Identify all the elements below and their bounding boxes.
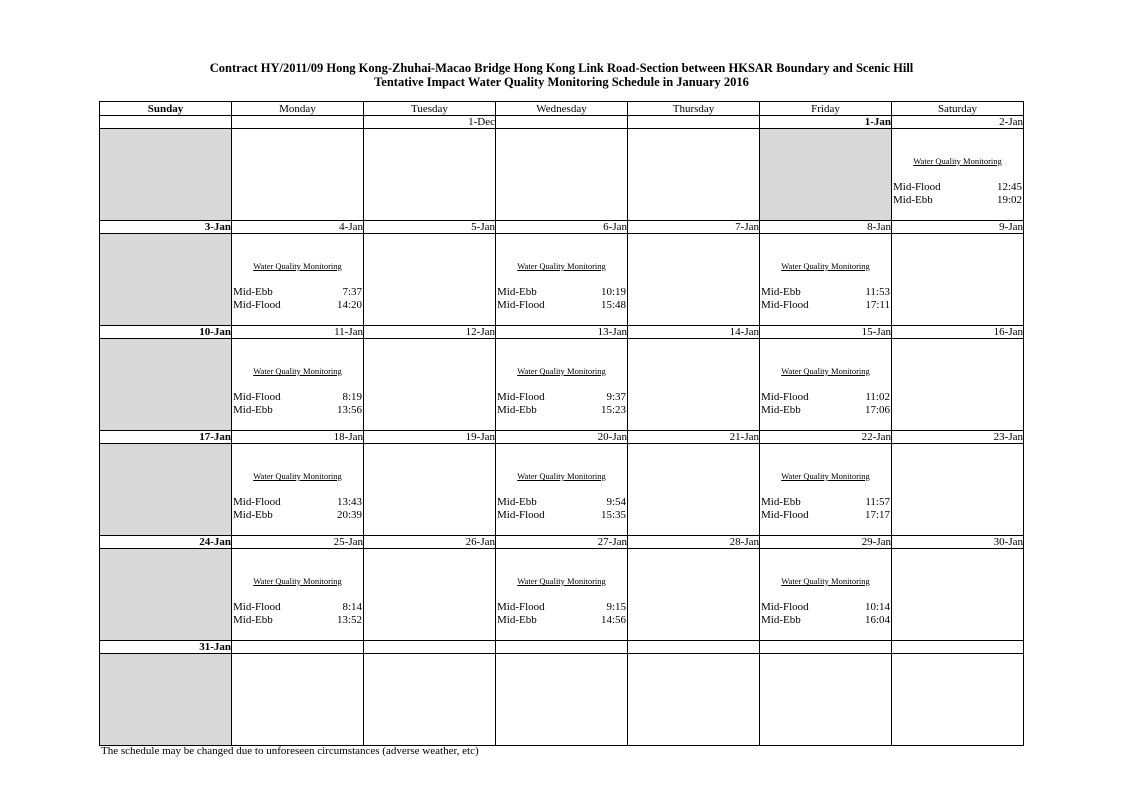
date-label	[628, 641, 760, 654]
date-label	[232, 641, 364, 654]
tide-time: 16:04	[864, 614, 890, 626]
day-cell	[232, 654, 364, 746]
date-label: 20-Jan	[496, 431, 628, 444]
tide-phase: Mid-Flood	[233, 299, 281, 311]
tide-time: 11:02	[865, 391, 890, 403]
day-cell	[100, 654, 232, 746]
tide-phase: Mid-Flood	[497, 509, 545, 521]
day-cell	[760, 444, 892, 536]
tide-entry	[497, 404, 626, 417]
day-cell	[364, 654, 496, 746]
tide-phase: Mid-Flood	[233, 601, 281, 613]
tide-phase: Mid-Ebb	[761, 496, 801, 508]
tide-time: 14:56	[600, 614, 626, 626]
tide-entry	[761, 601, 890, 614]
tide-time: 10:14	[864, 601, 890, 613]
monitoring-label: Water Quality Monitoring	[253, 471, 342, 481]
date-label: 29-Jan	[760, 536, 892, 549]
day-cell	[892, 234, 1024, 326]
day-cell	[496, 339, 628, 431]
day-cell	[760, 549, 892, 641]
day-cell	[760, 129, 892, 221]
date-label: 12-Jan	[364, 326, 496, 339]
day-cell	[628, 549, 760, 641]
tide-phase: Mid-Flood	[233, 496, 281, 508]
monitoring-label: Water Quality Monitoring	[253, 576, 342, 586]
day-cell	[232, 549, 364, 641]
week-date-row	[100, 116, 1024, 129]
date-label: 18-Jan	[232, 431, 364, 444]
tide-entry	[761, 286, 890, 299]
tide-entry	[233, 614, 362, 627]
tide-entry	[233, 404, 362, 417]
weekday-header-friday: Friday	[760, 102, 892, 116]
date-label: 19-Jan	[364, 431, 496, 444]
tide-time: 12:45	[996, 181, 1022, 193]
week-content-row	[100, 234, 1024, 326]
monitoring-label: Water Quality Monitoring	[781, 366, 870, 376]
tide-time: 11:53	[865, 286, 890, 298]
day-cell	[760, 654, 892, 746]
tide-phase: Mid-Ebb	[497, 614, 537, 626]
tide-entry	[761, 496, 890, 509]
day-cell	[232, 129, 364, 221]
day-cell	[364, 549, 496, 641]
day-cell	[100, 129, 232, 221]
date-label: 15-Jan	[760, 326, 892, 339]
tide-phase: Mid-Flood	[497, 391, 545, 403]
date-label: 5-Jan	[364, 221, 496, 234]
tide-phase: Mid-Ebb	[893, 194, 933, 206]
tide-time: 9:15	[606, 601, 626, 613]
day-cell	[628, 129, 760, 221]
monitoring-label: Water Quality Monitoring	[517, 366, 606, 376]
date-label	[100, 116, 232, 129]
date-label: 25-Jan	[232, 536, 364, 549]
tide-phase: Mid-Ebb	[497, 404, 537, 416]
day-cell	[232, 234, 364, 326]
day-cell	[100, 444, 232, 536]
day-cell	[628, 339, 760, 431]
day-cell	[364, 129, 496, 221]
weekday-header-saturday: Saturday	[892, 102, 1024, 116]
tide-phase: Mid-Flood	[761, 299, 809, 311]
date-label	[496, 641, 628, 654]
tide-time: 17:06	[864, 404, 890, 416]
date-label: 4-Jan	[232, 221, 364, 234]
tide-phase: Mid-Ebb	[761, 614, 801, 626]
tide-entry	[497, 496, 626, 509]
tide-phase: Mid-Ebb	[233, 614, 273, 626]
day-cell	[892, 654, 1024, 746]
tide-entry	[761, 509, 890, 522]
tide-entry	[761, 404, 890, 417]
weekday-header-wednesday: Wednesday	[496, 102, 628, 116]
monitoring-label: Water Quality Monitoring	[781, 471, 870, 481]
tide-entry	[497, 391, 626, 404]
week-date-row	[100, 431, 1024, 444]
tide-time: 9:54	[606, 496, 626, 508]
tide-entry	[233, 601, 362, 614]
tide-entry	[233, 391, 362, 404]
date-label: 11-Jan	[232, 326, 364, 339]
date-label: 3-Jan	[100, 221, 232, 234]
date-label	[232, 116, 364, 129]
day-cell	[760, 339, 892, 431]
date-label: 22-Jan	[760, 431, 892, 444]
date-label: 2-Jan	[892, 116, 1024, 129]
date-label	[628, 116, 760, 129]
weekday-header-tuesday: Tuesday	[364, 102, 496, 116]
week-content-row	[100, 654, 1024, 746]
date-label: 8-Jan	[760, 221, 892, 234]
date-label: 28-Jan	[628, 536, 760, 549]
date-label: 16-Jan	[892, 326, 1024, 339]
day-cell	[100, 549, 232, 641]
monitoring-label: Water Quality Monitoring	[913, 156, 1002, 166]
tide-phase: Mid-Flood	[761, 391, 809, 403]
tide-phase: Mid-Ebb	[233, 509, 273, 521]
day-cell	[892, 444, 1024, 536]
date-label: 31-Jan	[100, 641, 232, 654]
tide-entry	[497, 614, 626, 627]
week-date-row	[100, 326, 1024, 339]
date-label: 21-Jan	[628, 431, 760, 444]
tide-phase: Mid-Flood	[893, 181, 941, 193]
weekday-header-row	[100, 102, 1024, 116]
date-label: 9-Jan	[892, 221, 1024, 234]
day-cell	[892, 129, 1024, 221]
day-cell	[496, 234, 628, 326]
tide-phase: Mid-Flood	[761, 601, 809, 613]
tide-time: 19:02	[996, 194, 1022, 206]
tide-entry	[497, 286, 626, 299]
tide-entry	[761, 391, 890, 404]
day-cell	[232, 339, 364, 431]
tide-time: 20:39	[336, 509, 362, 521]
tide-time: 15:48	[600, 299, 626, 311]
tide-phase: Mid-Ebb	[233, 286, 273, 298]
tide-phase: Mid-Ebb	[233, 404, 273, 416]
monitoring-label: Water Quality Monitoring	[517, 576, 606, 586]
date-label: 23-Jan	[892, 431, 1024, 444]
tide-phase: Mid-Ebb	[761, 404, 801, 416]
day-cell	[100, 339, 232, 431]
tide-phase: Mid-Ebb	[497, 496, 537, 508]
weekday-header-sunday: Sunday	[100, 102, 232, 116]
date-label: 24-Jan	[100, 536, 232, 549]
day-cell	[496, 129, 628, 221]
day-cell	[232, 444, 364, 536]
date-label: 10-Jan	[100, 326, 232, 339]
week-content-row	[100, 129, 1024, 221]
tide-entry	[233, 509, 362, 522]
date-label: 13-Jan	[496, 326, 628, 339]
monitoring-label: Water Quality Monitoring	[781, 576, 870, 586]
tide-time: 17:17	[864, 509, 890, 521]
schedule-footnote: The schedule may be changed due to unforeseen circumstances (adverse weather, etc)	[101, 745, 479, 757]
monitoring-label: Water Quality Monitoring	[781, 261, 870, 271]
tide-entry	[893, 181, 1022, 194]
day-cell	[496, 444, 628, 536]
tide-entry	[233, 299, 362, 312]
tide-time: 10:19	[600, 286, 626, 298]
tide-time: 15:35	[600, 509, 626, 521]
tide-entry	[497, 299, 626, 312]
tide-phase: Mid-Ebb	[497, 286, 537, 298]
tide-entry	[233, 286, 362, 299]
tide-entry	[497, 509, 626, 522]
tide-time: 8:19	[342, 391, 362, 403]
date-label: 17-Jan	[100, 431, 232, 444]
week-date-row	[100, 536, 1024, 549]
monitoring-label: Water Quality Monitoring	[517, 261, 606, 271]
tide-phase: Mid-Ebb	[761, 286, 801, 298]
day-cell	[892, 549, 1024, 641]
tide-time: 13:56	[336, 404, 362, 416]
monitoring-label: Water Quality Monitoring	[517, 471, 606, 481]
day-cell	[892, 339, 1024, 431]
tide-phase: Mid-Flood	[497, 601, 545, 613]
day-cell	[628, 654, 760, 746]
day-cell	[496, 654, 628, 746]
week-content-row	[100, 549, 1024, 641]
date-label: 26-Jan	[364, 536, 496, 549]
tide-time: 14:20	[336, 299, 362, 311]
date-label: 7-Jan	[628, 221, 760, 234]
tide-time: 8:14	[342, 601, 362, 613]
calendar-table	[99, 101, 1024, 746]
week-content-row	[100, 339, 1024, 431]
date-label: 27-Jan	[496, 536, 628, 549]
day-cell	[628, 234, 760, 326]
monitoring-label: Water Quality Monitoring	[253, 366, 342, 376]
tide-entry	[233, 496, 362, 509]
week-date-row	[100, 221, 1024, 234]
weekday-header-thursday: Thursday	[628, 102, 760, 116]
date-label	[760, 641, 892, 654]
tide-phase: Mid-Flood	[497, 299, 545, 311]
day-cell	[628, 444, 760, 536]
day-cell	[760, 234, 892, 326]
date-label	[364, 641, 496, 654]
tide-time: 13:43	[336, 496, 362, 508]
day-cell	[364, 234, 496, 326]
tide-time: 11:57	[865, 496, 890, 508]
day-cell	[364, 339, 496, 431]
day-cell	[100, 234, 232, 326]
day-cell	[364, 444, 496, 536]
week-date-row	[100, 641, 1024, 654]
tide-time: 9:37	[606, 391, 626, 403]
date-label: 1-Dec	[364, 116, 496, 129]
tide-entry	[761, 299, 890, 312]
date-label: 14-Jan	[628, 326, 760, 339]
tide-time: 17:11	[865, 299, 890, 311]
tide-entry	[761, 614, 890, 627]
schedule-title-line-2: Tentative Impact Water Quality Monitoring Schedule in January 2016	[374, 75, 749, 89]
weekday-header-monday: Monday	[232, 102, 364, 116]
week-content-row	[100, 444, 1024, 536]
monitoring-label: Water Quality Monitoring	[253, 261, 342, 271]
day-cell	[496, 549, 628, 641]
tide-entry	[497, 601, 626, 614]
date-label	[496, 116, 628, 129]
tide-phase: Mid-Flood	[233, 391, 281, 403]
schedule-title-line-1: Contract HY/2011/09 Hong Kong-Zhuhai-Macao Bridge Hong Kong Link Road-Section between HKSAR Boundary and Scenic Hill	[209, 61, 914, 75]
tide-phase: Mid-Flood	[761, 509, 809, 521]
date-label: 6-Jan	[496, 221, 628, 234]
date-label	[892, 641, 1024, 654]
date-label: 30-Jan	[892, 536, 1024, 549]
tide-time: 7:37	[342, 286, 362, 298]
tide-entry	[893, 194, 1022, 207]
tide-time: 15:23	[600, 404, 626, 416]
tide-time: 13:52	[336, 614, 362, 626]
date-label: 1-Jan	[760, 116, 892, 129]
